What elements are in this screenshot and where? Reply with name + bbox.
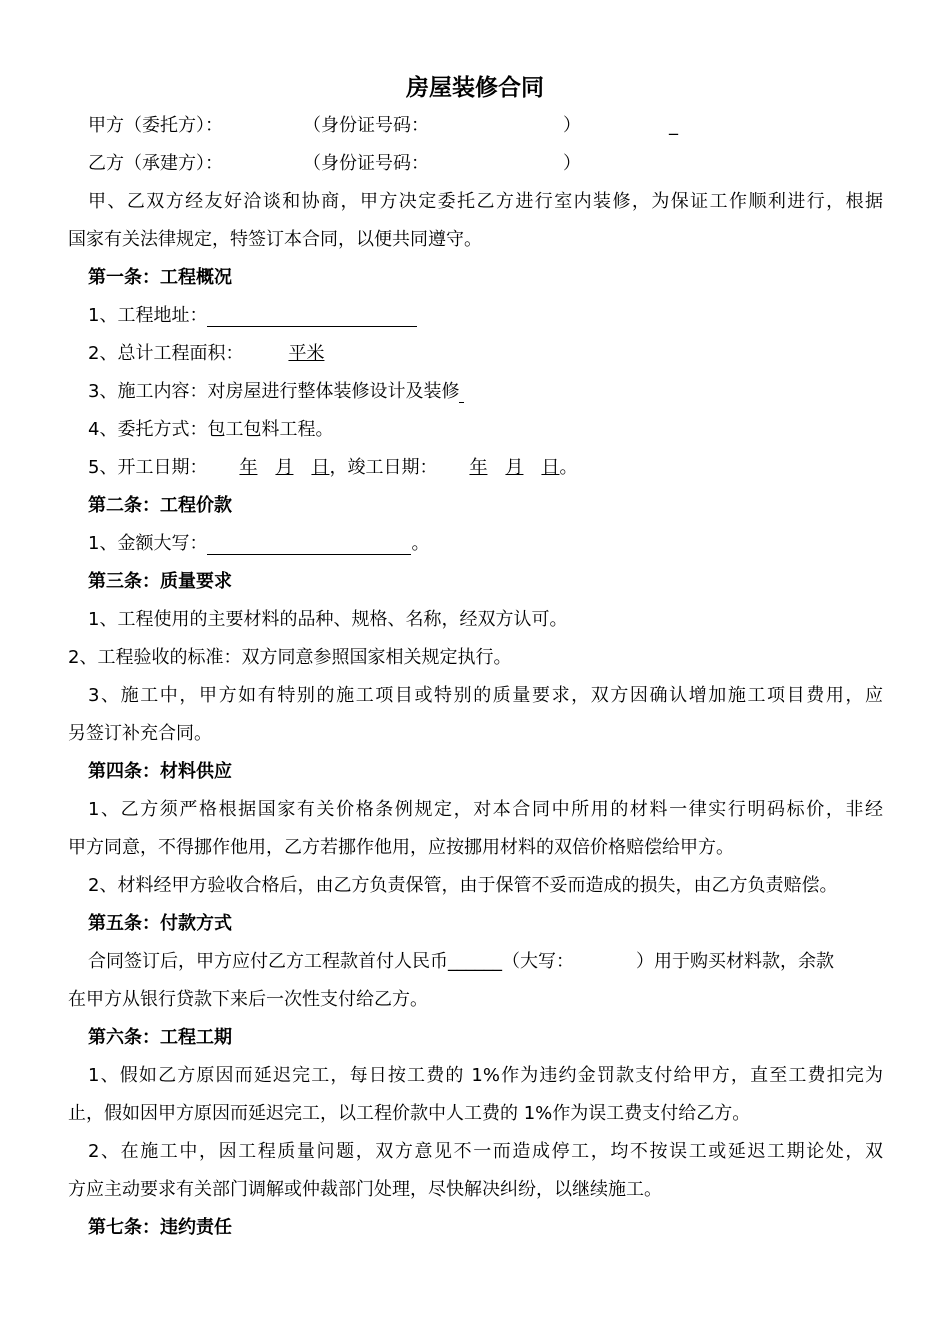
payment-line-2: 在甲方从银行贷款下来后一次性支付给乙方。 [68,989,428,1010]
start-day: 日 [311,457,330,478]
quality-item-2: 2、工程验收的标准：双方同意参照国家相关规定执行。 [68,647,512,668]
party-a-id-close: ） [563,115,581,136]
intro-line-1: 甲、乙双方经友好洽谈和协商，甲方决定委托乙方进行室内装修，为保证工作顺利进行，根据 [88,191,883,212]
payment-text-b: ）用于购买材料款，余款 [636,951,834,972]
party-a-line [88,107,903,145]
document-title: 房屋装修合同 [406,75,544,101]
material-item-2: 2、材料经甲方验收合格后，由乙方负责保管，由于保管不妥而造成的损失，由乙方负责赔偿。 [88,875,838,896]
section-5-heading: 第五条：付款方式 [88,913,232,934]
amount-end: 。 [411,533,430,554]
intro-line-2: 国家有关法律规定，特签订本合同，以便共同遵守。 [68,229,482,250]
area-line [88,335,903,373]
area-label: 2、总计工程面积： [88,343,244,364]
address-blank [207,302,417,327]
end-month: 月 [505,457,524,478]
start-date-label: 5、开工日期： [88,457,208,478]
section-4-heading: 第四条：材料供应 [88,761,232,782]
quality-item-3-line-1: 3、施工中，甲方如有特别的施工项目或特别的质量要求，双方因确认增加施工项目费用，应 [88,685,883,706]
start-month: 月 [275,457,294,478]
work-content-line [88,373,903,411]
party-a-label: 甲方（委托方）： [88,115,223,136]
start-year: 年 [239,457,258,478]
amount-line [88,525,903,563]
schedule-item-1-line-2: 止，假如因甲方原因而延迟完工，以工程价款中人工费的 1%作为误工费支付给乙方。 [68,1103,751,1124]
address-line [88,297,903,335]
amount-label: 1、金额大写： [88,533,208,554]
start-date-field [207,457,329,478]
material-item-1-line-1: 1、乙方须严格根据国家有关价格条例规定，对本合同中所用的材料一律实行明码标价，非经 [88,799,883,820]
quality-item-1: 1、工程使用的主要材料的品种、规格、名称，经双方认可。 [88,609,568,630]
schedule-item-1-line-1: 1、假如乙方原因而延迟完工，每日按工费的 1%作为违约金罚款支付给甲方，直至工费扣完为 [88,1065,883,1086]
dates-line [88,449,903,487]
section-3-heading: 第三条：质量要求 [88,571,232,592]
area-field [243,343,328,364]
end-date-field [437,457,559,478]
section-6-heading: 第六条：工程工期 [88,1027,232,1048]
payment-text-a: 合同签订后，甲方应付乙方工程款首付人民币______（大写： [88,951,574,972]
work-content-blank [459,378,464,403]
address-label: 1、工程地址： [88,305,208,326]
commission-method: 4、委托方式：包工包料工程。 [88,419,334,440]
area-unit: 平米 [288,343,325,364]
end-day: 日 [541,457,560,478]
end-year: 年 [469,457,488,478]
work-content: 3、施工内容：对房屋进行整体装修设计及装修 [88,381,460,402]
section-1-heading: 第一条：工程概况 [88,267,232,288]
party-b-line [88,145,903,183]
payment-line-1 [88,943,903,981]
dates-end-punct: 。 [559,457,578,478]
section-7-heading: 第七条：违约责任 [88,1217,232,1238]
party-b-label: 乙方（承建方）： [88,153,223,174]
material-item-1-line-2: 甲方同意，不得挪作他用，乙方若挪作他用，应按挪用材料的双倍价格赔偿给甲方。 [68,837,734,858]
schedule-item-2-line-2: 方应主动要求有关部门调解或仲裁部门处理，尽快解决纠纷，以继续施工。 [68,1179,662,1200]
end-date-label: ，竣工日期： [329,457,438,478]
party-b-id-close: ） [563,153,581,174]
party-a-trailing-mark: _ [669,115,678,136]
quality-item-3-line-2: 另签订补充合同。 [68,723,212,744]
party-a-id-label: （身份证号码： [303,115,429,136]
section-2-heading: 第二条：工程价款 [88,495,232,516]
amount-blank [207,530,411,555]
schedule-item-2-line-1: 2、在施工中，因工程质量问题，双方意见不一而造成停工，均不按误工或延迟工期论处，双 [88,1141,883,1162]
party-b-id-label: （身份证号码： [303,153,429,174]
